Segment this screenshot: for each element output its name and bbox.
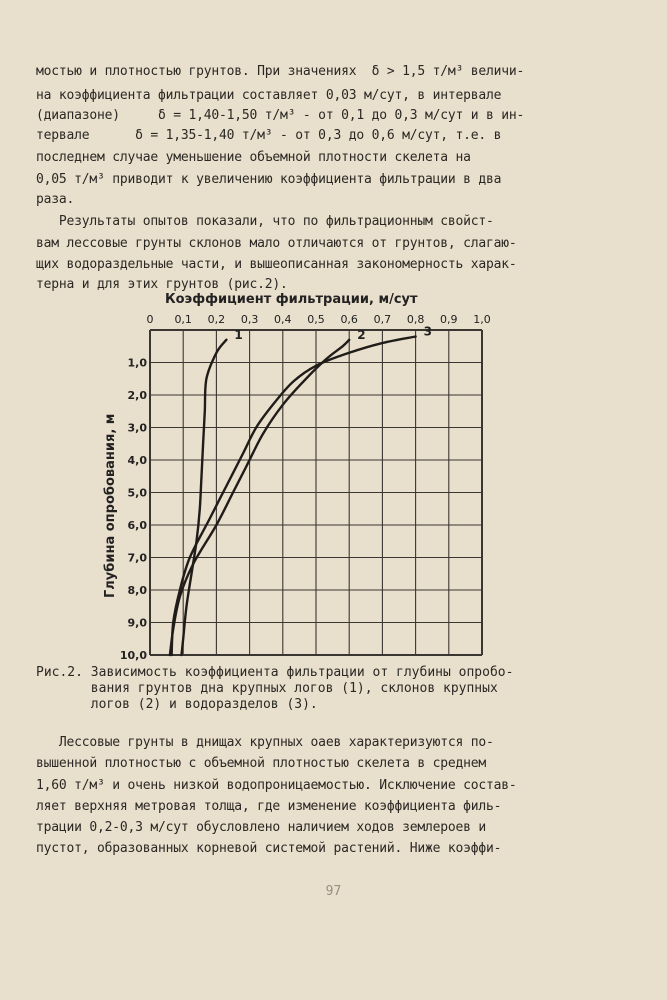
x-tick-label: 0,5: [307, 313, 325, 326]
figure-caption-line: логов (2) и водоразделов (3).: [36, 697, 318, 712]
text-line: ляет верхняя метровая толща, где изменение коэффициента филь-: [36, 799, 502, 814]
series-label-1: 1: [234, 327, 243, 342]
chart-title: Коэффициент фильтрации, м/сут: [165, 292, 418, 307]
x-tick-label: 0,2: [207, 313, 226, 326]
y-tick-label: 8,0: [127, 584, 147, 597]
x-tick-label: 0,6: [340, 313, 358, 326]
x-tick-label: 0,4: [274, 313, 292, 326]
figure-caption-line: Рис.2. Зависимость коэффициента фильтрации от глубины опробо-: [36, 665, 514, 680]
text-line: на коэффициента фильтрации составляет 0,03 м/сут, в интервале: [36, 88, 502, 103]
y-tick-label: 3,0: [127, 421, 147, 435]
page-number: 97: [325, 884, 342, 899]
series-line-3: [172, 337, 416, 656]
y-tick-label: 5,0: [127, 486, 147, 500]
y-tick-label: 6,0: [127, 519, 147, 532]
text-line: Результаты опытов показали, что по фильтрационным свойст-: [36, 214, 494, 229]
text-line: 0,05 т/м³ приводит к увеличению коэффициента фильтрации в два: [36, 172, 502, 187]
y-tick-label: 9,0: [127, 616, 147, 630]
x-tick-label: 0,8: [406, 313, 425, 326]
series-line-2: [170, 340, 349, 655]
text-line: трации 0,2-0,3 м/сут обусловлено наличием ходов землероев и: [36, 820, 486, 835]
text-line: раза.: [36, 192, 75, 207]
y-tick-label: 2,0: [127, 389, 147, 402]
y-tick-label: 10,0: [119, 649, 147, 662]
text-line: тервале δ = 1,35-1,40 т/м³ - от 0,3 до 0,6 м/сут, т.е. в: [36, 128, 502, 143]
chart-curves: [170, 337, 416, 656]
y-tick-label: 7,0: [127, 551, 147, 565]
text-line: мостью и плотностью грунтов. При значениях δ > 1,5 т/м³ величи-: [36, 64, 525, 79]
x-tick-label: 0,3: [240, 313, 259, 326]
text-line: Лессовые грунты в днищах крупных оаев характеризуются по-: [36, 735, 494, 750]
text-line: пустот, образованных корневой системой растений. Ниже коэффи-: [36, 841, 502, 856]
x-tick-label: 0,1: [174, 313, 192, 326]
series-label-3: 3: [423, 324, 432, 339]
y-tick-label: 1,0: [127, 356, 147, 370]
y-tick-label: 4,0: [127, 454, 147, 467]
x-tick-label: 0: [146, 313, 154, 326]
text-line: вам лессовые грунты склонов мало отличаются от грунтов, слагаю-: [36, 236, 517, 251]
x-tick-label: 1,0: [473, 313, 491, 326]
text-line: щих водораздельные части, и вышеописанная закономерность харак-: [36, 257, 517, 272]
text-line: 1,60 т/м³ и очень низкой водопроницаемостью. Исключение состав-: [36, 778, 517, 793]
x-tick-label: 0,7: [373, 313, 392, 326]
text-line: вышенной плотностью с объемной плотностью скелета в среднем: [36, 756, 486, 771]
x-tick-label: 0,9: [440, 313, 458, 326]
y-axis-label: Глубина опробования, м: [103, 413, 118, 598]
text-line: последнем случае уменьшение объемной плотности скелета на: [36, 150, 471, 165]
text-line: (диапазоне) δ = 1,40-1,50 т/м³ - от 0,1 до 0,3 м/сут и в ин-: [36, 108, 525, 123]
figure-caption-line: вания грунтов дна крупных логов (1), склонов крупных: [36, 681, 498, 696]
text-line: терна и для этих грунтов (рис.2).: [36, 277, 288, 292]
series-label-2: 2: [357, 327, 366, 342]
